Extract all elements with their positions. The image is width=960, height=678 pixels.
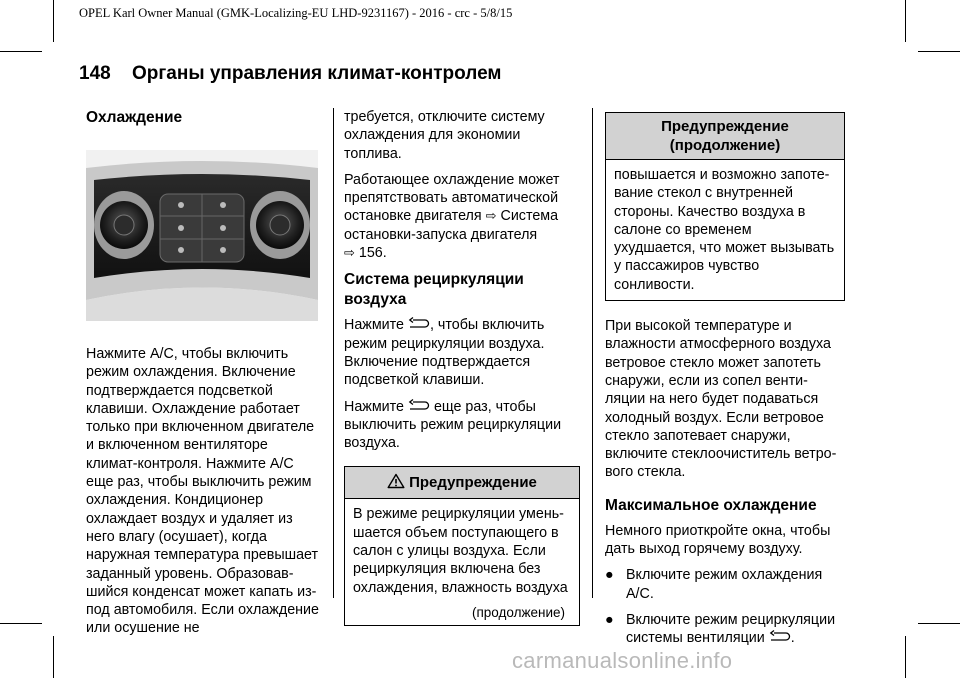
max-cooling-intro: Немного приоткройте окна, чтобы дать выход горячему воздуху. [605,522,831,558]
warning-continued: (продолжение) [471,604,565,620]
recirculation-off-prefix: Нажмите [344,398,408,415]
recirculation-off-text [344,398,580,453]
bullet-period: . [790,630,795,647]
warning-body [345,499,579,624]
recirculation-icon [408,399,430,415]
print-meta: OPEL Karl Owner Manual (GMK-Localizing-EU LHD-9231167) - 2016 - crc - 5/8/15 [79,6,513,20]
crop-mark [0,623,42,624]
climate-control-photo [86,150,318,321]
windshield-fog-note: При высокой температуре и влажности атмосферного воздуха ветровое стекло может запотеть снаружи, если из сопел венти- ляции на него будет подаваться холодный воздух. Если ветровое стекло запотевает снаружи, включите стеклоочиститель ветро- вого стекла. [605,318,837,481]
crop-mark [918,623,960,624]
recirculation-icon [769,630,791,646]
list-item [605,566,845,603]
crop-mark [905,0,906,42]
column-3 [605,108,845,656]
warning-header-continued: Предупреждение (продолжение) [606,113,844,160]
reference-arrow-icon: ⇨ [485,208,497,224]
recirculation-on-text [344,316,580,389]
chapter-title: Органы управления климат-контролем [131,63,502,84]
warning-header [345,467,579,499]
list-item [605,611,845,648]
bullet-text-recirculation [626,611,845,648]
bullet-marker: ● [605,611,614,628]
column-1 [86,108,322,646]
bullet-marker: ● [605,567,614,584]
warning-title: Предупреждение [409,474,537,492]
page-title [79,63,501,85]
bullet-text: Включите режим рециркуляции системы вентиляции [626,611,836,647]
recirculation-on-suffix: , чтобы включить режим рециркуляции воздуха. Включение подтверждается подсветкой клавиши. [344,317,545,389]
crop-mark [0,51,42,52]
section-heading-max-cooling: Максимальное охлаждение [605,496,817,514]
climate-panel-illustration [86,150,318,321]
crop-mark [918,51,960,52]
watermark: carmanualsonline.info [512,648,733,673]
column-2 [344,108,580,626]
recirculation-icon [408,317,430,333]
warning-box-continued [605,112,845,301]
warning-triangle-icon [387,474,409,491]
cross-reference-page[interactable]: 156. [358,245,387,262]
stop-start-text: Работающее охлаждение может препятствовать автоматической остановке двигателя [344,171,560,225]
column-divider [592,108,593,598]
warning-box [344,466,580,625]
cross-reference-link[interactable]: Система остановки-запуска двигателя [344,208,559,243]
bullet-text: Включите режим охлаждения A/C. [626,567,823,602]
stop-start-note [344,171,580,262]
section-heading-recirculation: Система рециркуляции воздуха [344,271,524,309]
crop-mark [53,0,54,42]
reference-arrow-icon: ⇨ [344,245,355,261]
crop-mark [905,636,906,678]
recirculation-on-prefix: Нажмите [344,317,408,334]
cooling-description-continued: требуется, отключите систему охлаждения для экономии топлива. [344,109,545,162]
page-number: 148 [79,63,111,84]
crop-mark [53,636,54,678]
column-divider [333,108,334,598]
cooling-description: Нажмите A/C, чтобы включить режим охлаждения. Включение подтверждается подсветкой клавиши. Охлаждение работает только при включенном двигателе и включенном вентиляторе климат-контроля. Нажмите A/C еще раз, чтобы выключить режим охлаждения. Кондиционер охлаждает воздух и удаляет из него влагу (осушает), когда наружная температура превышает заданный уровень. Образовав- шийся конденсат может капать из-под автомобиля. Если охлаждение или осушение не [86,346,319,637]
warning-text: В режиме рециркуляции умень- шается объем поступающего в салон с улицы воздуха. Если рециркуляция включена без охлаждения, влажность воздуха [353,506,568,596]
warning-body-continued: повышается и возможно запоте- вание стекол с внутренней стороны. Качество воздуха в салоне со временем ухудшается, что может вызывать у пассажиров чувство сонливости. [614,167,835,293]
recirculation-off-suffix: еще раз, чтобы выключить режим рециркуляции воздуха. [344,398,562,452]
section-heading-cooling: Охлаждение [86,109,183,126]
